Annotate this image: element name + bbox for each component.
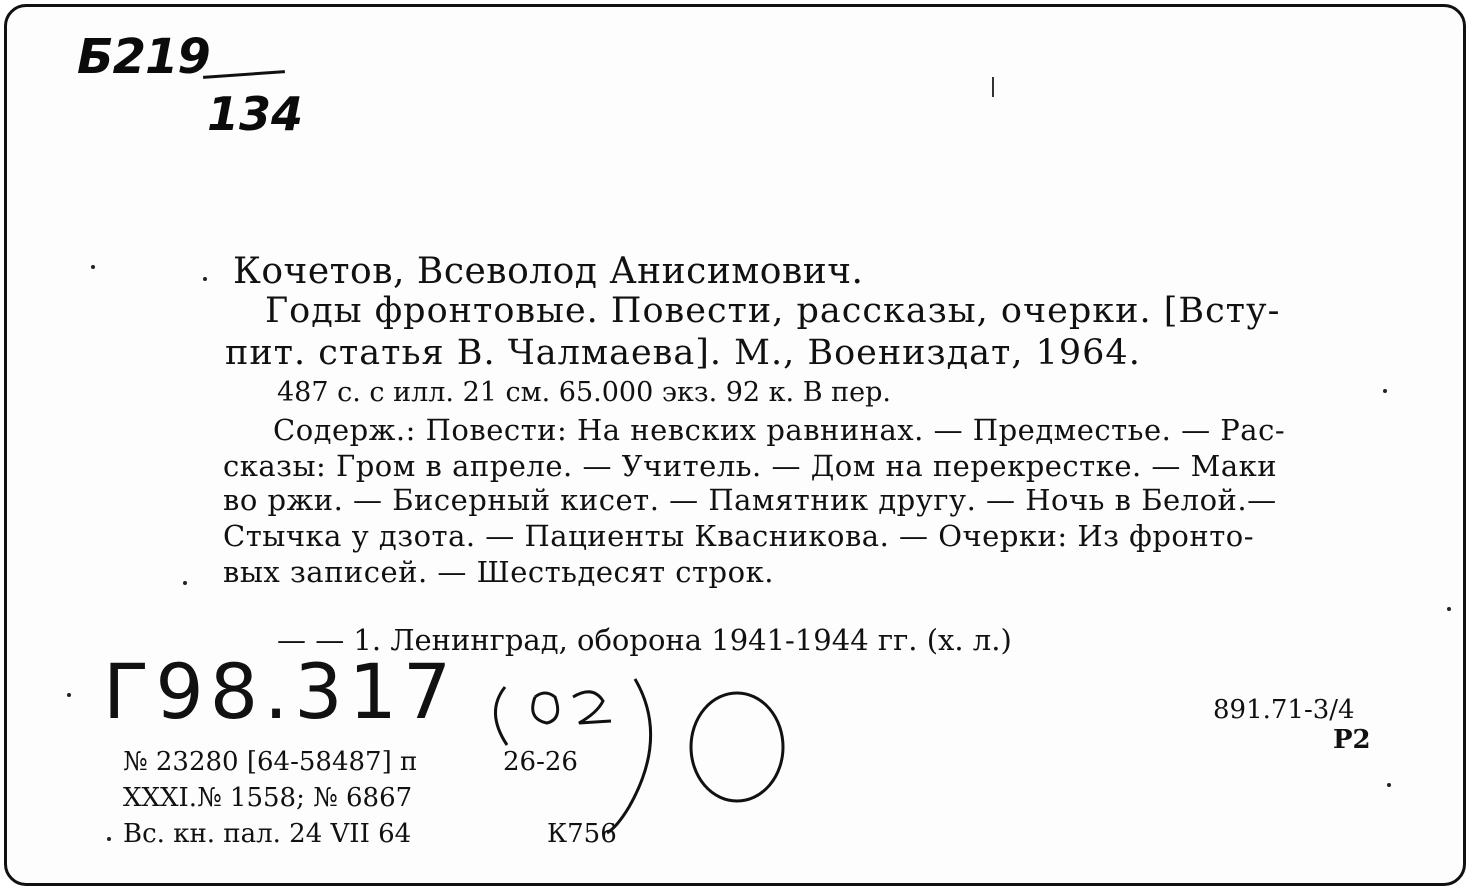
speck <box>203 277 207 281</box>
shelfmark-bottom: 134 <box>207 87 304 141</box>
speck <box>91 265 95 269</box>
registration-line: ХХХI.№ 1558; № 6867 <box>123 783 413 813</box>
subject-heading: — — 1. Ленинград, оборона 1941-1944 гг. (х. л.) <box>277 623 1012 657</box>
speck <box>1387 783 1391 787</box>
title-line-1: Годы фронтовые. Повести, рассказы, очерки. [Всту- <box>265 291 1281 331</box>
physical-description: 487 с. с илл. 21 см. 65.000 экз. 92 к. В пер. <box>277 377 891 408</box>
author-heading: Кочетов, Всеволод Анисимович. <box>233 251 864 292</box>
registration-line: Вс. кн. пал. 24 VII 64 <box>123 819 412 849</box>
contents-line: Стычка у дзота. — Пациенты Квасникова. — Очерки: Из фронто- <box>223 519 1255 553</box>
order-number: 26-26 <box>503 747 578 777</box>
contents-line: Содерж.: Повести: На невских равнинах. — Предместье. — Рас- <box>273 413 1286 447</box>
handwritten-paren-close <box>607 679 651 833</box>
title-line-2: пит. статья В. Чалмаева]. М., Воениздат, 1964. <box>225 333 1141 373</box>
handwritten-circle <box>691 693 783 801</box>
speck <box>183 581 187 585</box>
speck <box>1447 607 1451 611</box>
registration-line: № 23280 [64-58487] п <box>123 747 418 777</box>
handwritten-02 <box>533 692 611 723</box>
handwritten-class-number: Г98.317 <box>103 647 458 736</box>
contents-line: сказы: Гром в апреле. — Учитель. — Дом на перекрестке. — Маки <box>223 449 1278 483</box>
speck <box>107 837 111 841</box>
author-code: К756 <box>547 819 617 849</box>
contents-line: во ржи. — Бисерный кисет. — Памятник другу. — Ночь в Белой.— <box>223 483 1277 517</box>
shelfmark-top: Б219 <box>77 29 210 85</box>
catalog-card <box>4 4 1466 886</box>
contents-line: вых записей. — Шестьдесят строк. <box>223 555 774 589</box>
classification-code: 891.71-3/4 <box>1213 695 1355 725</box>
author-mark: Р2 <box>1333 725 1371 755</box>
handwritten-paren-open <box>495 687 507 745</box>
speck <box>67 693 71 697</box>
speck <box>1383 389 1387 393</box>
